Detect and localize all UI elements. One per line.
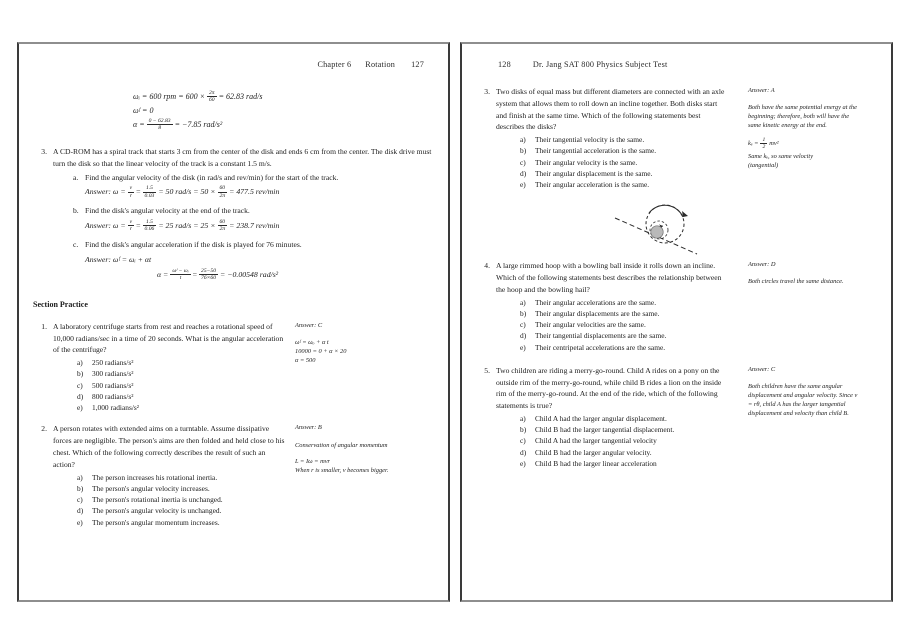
choice-list <box>53 472 285 528</box>
formula-tail: mv² <box>769 140 779 148</box>
margin-note-paragraph: Both children have the same angular displacement and angular velocity. Since v = rθ, child A has the larger tangential displacement and velocity than child B. <box>748 382 858 418</box>
choice-option[interactable] <box>53 505 285 516</box>
margin-note-line: (tangential) <box>748 161 779 169</box>
equation-3-fraction <box>147 118 173 132</box>
choice-option[interactable] <box>496 134 728 145</box>
fraction-numerator: ωᶠ − ωᵢ <box>172 267 189 274</box>
question-stem: A laboratory centrifuge starts from rest and reaches a rotational speed of 10,000 radians/sec in a time of 20 seconds. What is the angular acceleration of the centrifuge? <box>53 321 284 355</box>
answer-fraction-3 <box>218 219 228 233</box>
formula-prefix: kₑ = <box>748 140 759 148</box>
choice-option[interactable] <box>53 517 285 528</box>
margin-note-formula <box>748 137 858 151</box>
choice-text: The person's angular momentum increases. <box>92 517 220 527</box>
margin-note-line: ωᶠ = ωₒ + α t <box>295 339 329 347</box>
fraction-numerator: 1.5 <box>145 185 153 192</box>
choice-text: Their angular displacement is the same. <box>535 168 653 178</box>
margin-note-line: Same kₑ, so same velocity <box>748 152 814 160</box>
section-practice-heading: Section Practice <box>33 299 88 309</box>
choice-label: d) <box>77 506 84 516</box>
margin-note-line: α = 500 <box>295 357 316 365</box>
subpart-answer-equation <box>73 268 434 282</box>
running-head-title: Dr. Jang SAT 800 Physics Subject Test <box>532 60 668 69</box>
choice-text: Their angular acceleration is the same. <box>535 180 650 190</box>
subpart-label: b. <box>73 206 79 216</box>
question-subparts <box>53 172 434 282</box>
subpart-text: Find the disk's angular acceleration if the disk is played for 76 minutes. <box>85 239 302 249</box>
choice-option[interactable] <box>496 297 728 308</box>
fraction-denominator: 2π <box>219 226 226 233</box>
choice-label: a) <box>520 297 526 307</box>
margin-note <box>748 86 858 170</box>
question-number: 4. <box>484 261 490 271</box>
margin-note <box>295 423 405 474</box>
choice-text: The person's angular velocity increases. <box>92 483 210 493</box>
running-head-right <box>476 58 877 72</box>
choice-text: Their tangential displacements are the same. <box>535 331 667 341</box>
choice-label: d) <box>520 447 527 457</box>
question-block <box>476 260 877 353</box>
equation-1-lhs: ωᵢ = 600 rpm = 600 × <box>133 92 205 101</box>
choice-text: 300 radians/s² <box>92 369 134 379</box>
fraction-numerator: 1 <box>762 136 766 143</box>
answer-tail: = 477.5 rev/min <box>229 187 280 197</box>
choice-text: The person increases his rotational inertia. <box>92 472 218 482</box>
margin-note <box>295 321 405 365</box>
question-stem: Two children are riding a merry-go-round. Child A rides on a pony on the outside rim of the merry-go-round, while child B rides a lion on the inside rim of the merry-go-round. At the end of the ride, which of the following statements is true? <box>496 365 722 411</box>
subpart-text: Find the angular velocity of the disk (in rad/s and rev/min) for the start of the track. <box>85 172 339 182</box>
choice-text: Child B had the larger angular velocity. <box>535 447 652 457</box>
fraction-numerator: 60 <box>219 185 226 192</box>
choice-option[interactable] <box>53 357 285 368</box>
answer-mid-2: = 50 rad/s = 50 × <box>158 187 216 197</box>
equation-1-fraction <box>207 90 217 104</box>
fraction-denominator: 0.03 <box>144 192 155 199</box>
choice-text: 800 radians/s² <box>92 391 134 401</box>
choice-option[interactable] <box>496 424 728 435</box>
subpart-answer <box>73 219 434 233</box>
equation-3-numerator: 0 − 62.83 <box>148 117 171 124</box>
practice-question-block <box>33 423 434 527</box>
choice-option[interactable] <box>496 145 728 156</box>
question-number: 2. <box>41 424 47 434</box>
answer-fraction-3 <box>218 185 228 199</box>
choice-text: Their centripetal accelerations are the same. <box>535 342 666 352</box>
choice-option[interactable] <box>496 413 728 424</box>
choice-text: Child A had the larger angular displacement. <box>535 413 667 423</box>
choice-label: b) <box>77 369 84 379</box>
subpart-label: c. <box>73 239 79 249</box>
question-item <box>476 365 728 469</box>
choice-label: d) <box>520 331 527 341</box>
choice-option[interactable] <box>53 380 285 391</box>
fraction-numerator: 1.5 <box>145 218 153 225</box>
answer-prefix: Answer: ω = <box>85 187 126 197</box>
question-subpart <box>53 239 434 282</box>
choice-list <box>496 297 728 353</box>
choice-option[interactable] <box>496 308 728 319</box>
subpart-answer <box>73 253 434 266</box>
equation-2-lhs: ωᶠ = 0 <box>133 106 154 115</box>
choice-label: a) <box>520 413 526 423</box>
fraction-denominator: 0.06 <box>144 226 155 233</box>
choice-label: c) <box>77 495 83 505</box>
rotation-arc <box>649 206 683 218</box>
running-head-chapter: Chapter 6 <box>317 60 352 69</box>
margin-note <box>748 260 858 293</box>
choice-text: 250 radians/s² <box>92 358 134 368</box>
choice-text: Their angular displacements are the same. <box>535 308 660 318</box>
answer-fraction-1 <box>128 185 134 199</box>
choice-option[interactable] <box>496 458 728 469</box>
choice-text: Their angular accelerations are the same. <box>535 297 657 307</box>
choice-text: Child B had the larger tangential displacement. <box>535 425 675 435</box>
bowling-ball <box>650 226 662 238</box>
choice-text: The person's angular velocity is unchanged. <box>92 506 222 516</box>
question-item <box>33 423 285 527</box>
question-stem: A large rimmed hoop with a bowling ball inside it rolls down an incline. Which of the following statements best describes the relationship between the hoop and the bowling hail? <box>496 261 722 294</box>
equation-line-2 <box>133 104 434 118</box>
fraction-denominator: r <box>128 192 134 199</box>
question-number: 5. <box>484 365 490 375</box>
choice-label: a) <box>77 358 83 368</box>
margin-note-paragraph: Both have the same potential energy at the beginning; therefore, both will have the same kinetic energy at the end. <box>748 104 857 130</box>
fraction-denominator: 2 <box>762 144 766 151</box>
running-head-title: Rotation <box>365 60 396 69</box>
answer-fraction-1 <box>128 219 134 233</box>
choice-option[interactable] <box>496 447 728 458</box>
fraction-numerator: 25−50 <box>201 267 217 274</box>
margin-note-answer: Answer: D <box>748 261 776 269</box>
formula-fraction <box>760 137 767 151</box>
fraction-denominator: r <box>128 225 134 232</box>
question-item <box>476 260 728 353</box>
choice-label: c) <box>520 157 526 167</box>
question-number: 1. <box>41 321 47 331</box>
answer-fraction-2 <box>143 185 157 199</box>
choice-text: Their tangential acceleration is the same. <box>535 146 657 156</box>
fraction-numerator: v <box>129 185 133 192</box>
choice-option[interactable] <box>53 402 285 413</box>
choice-label: a) <box>520 135 526 145</box>
choice-option[interactable] <box>496 319 728 330</box>
choice-option[interactable] <box>496 435 728 446</box>
alpha-fraction-2 <box>199 268 218 282</box>
choice-text: Child A had the larger tangential velocity <box>535 436 657 446</box>
question-item <box>476 86 728 190</box>
fraction-denominator: 2π <box>219 192 226 199</box>
question-number: 3. <box>484 87 490 96</box>
answer-prefix: Answer: ωᶠ = ωᵢ + αt <box>85 254 152 264</box>
question-subpart <box>53 205 434 233</box>
page-left <box>17 42 450 602</box>
question-stem: A CD-ROM has a spiral track that starts 3 cm from the center of the disk and ends 6 cm from the center. The disk drive must turn the disk so that the linear velocity of the track is a constant 1.5 m/s. <box>53 147 432 168</box>
question-stem: A person rotates with extended aims on a turntable. Assume dissipative forces are negligible. The person's aims are then folded and held close to his chest. Which of the following correctly describes the result of such an action? <box>53 424 285 469</box>
rotation-arrowhead <box>682 211 688 217</box>
choice-label: e) <box>77 517 83 527</box>
margin-note-paragraph: Both circles travel the same distance. <box>748 278 844 286</box>
alpha-prefix: α = <box>157 269 169 279</box>
alpha-mid: = <box>192 269 198 279</box>
equation-3-denominator: 8 <box>147 124 173 131</box>
choice-text: 500 radians/s² <box>92 380 134 390</box>
choice-text: Their angular velocities are the same. <box>535 320 646 330</box>
choice-option[interactable] <box>496 168 728 179</box>
fraction-numerator: 60 <box>219 218 226 225</box>
choice-text: Their angular velocity is the same. <box>535 157 638 167</box>
margin-note-line: 10000 = 0 + α × 20 <box>295 348 347 356</box>
subpart-label: a. <box>73 172 79 182</box>
answer-mid-2: = 25 rad/s = 25 × <box>158 221 216 231</box>
choice-label: b) <box>520 146 527 156</box>
choice-list <box>496 413 728 469</box>
choice-option[interactable] <box>496 179 728 190</box>
choice-label: e) <box>77 403 83 413</box>
answer-mid-1: = <box>136 187 141 197</box>
choice-label: d) <box>520 168 527 178</box>
alpha-tail: = −0.00548 rad/s² <box>220 269 279 279</box>
question-number: 3. <box>41 147 47 156</box>
choice-label: a) <box>77 472 83 482</box>
equation-3-rhs: = −7.85 rad/s² <box>174 120 223 129</box>
choice-label: b) <box>77 483 84 493</box>
equation-1-denominator: 60 <box>207 96 217 103</box>
question-block <box>476 86 877 190</box>
choice-label: c) <box>520 320 526 330</box>
choice-label: e) <box>520 458 526 468</box>
choice-text: The person's rotational inertia is unchanged. <box>92 495 223 505</box>
choice-option[interactable] <box>53 368 285 379</box>
choice-text: Child B had the larger linear acceleration <box>535 458 657 468</box>
equation-3-lhs: α = <box>133 120 145 129</box>
answer-tail: = 238.7 rev/min <box>229 221 280 231</box>
choice-option[interactable] <box>53 391 285 402</box>
practice-question-block <box>33 321 434 414</box>
margin-note-paragraph: Conservation of angular momentum <box>295 441 388 449</box>
choice-option[interactable] <box>53 483 285 494</box>
running-head-left <box>33 58 434 72</box>
choice-option[interactable] <box>496 342 728 353</box>
hoop-with-ball-on-incline-diagram <box>476 196 877 258</box>
running-head-page-number: 128 <box>498 60 511 69</box>
subpart-text: Find the disk's angular velocity at the end of the track. <box>85 206 250 216</box>
margin-note-line: When r is smaller, v becomes bigger. <box>295 466 389 474</box>
choice-option[interactable] <box>53 494 285 505</box>
margin-note-answer: Answer: A <box>748 87 775 94</box>
page-right <box>460 42 893 602</box>
choice-label: c) <box>77 380 83 390</box>
question-block <box>476 365 877 469</box>
choice-label: b) <box>520 425 527 435</box>
margin-note-answer: Answer: C <box>295 321 323 329</box>
margin-note <box>748 365 858 425</box>
choice-label: e) <box>520 180 526 190</box>
choice-option[interactable] <box>496 330 728 341</box>
equation-line-3 <box>133 118 434 132</box>
question-subpart <box>53 172 434 200</box>
choice-option[interactable] <box>496 157 728 168</box>
answer-fraction-2 <box>143 219 157 233</box>
equation-line-1 <box>133 90 434 104</box>
fraction-numerator: v <box>129 218 133 225</box>
choice-text: 1,000 radians/s² <box>92 403 139 413</box>
choice-option[interactable] <box>53 472 285 483</box>
answer-mid-1: = <box>136 221 141 231</box>
top-equation-block <box>33 90 434 132</box>
running-head-page-number: 127 <box>411 60 424 69</box>
margin-note-answer: Answer: C <box>748 365 776 373</box>
question-item <box>33 146 434 282</box>
choice-label: e) <box>520 342 526 352</box>
fraction-denominator: t <box>170 274 190 281</box>
choice-label: b) <box>520 308 527 318</box>
subpart-answer <box>73 185 434 199</box>
choice-label: d) <box>77 391 84 401</box>
fraction-denominator: 76×60 <box>201 275 217 282</box>
equation-1-rhs: = 62.83 rad/s <box>218 92 263 101</box>
choice-label: c) <box>520 436 526 446</box>
margin-note-line: L = Iω = mvr <box>295 457 331 465</box>
equation-1-numerator: 2π <box>209 89 215 96</box>
choice-list <box>496 134 728 190</box>
answer-prefix: Answer: ω = <box>85 221 126 231</box>
question-stem: Two disks of equal mass but different diameters are connected with an axle system that allows them to roll down an incline together. Both disks start and finish at the same time. Which of the following statements best describes the disks? <box>496 87 725 132</box>
margin-note-answer: Answer: B <box>295 424 322 432</box>
question-item <box>33 321 285 414</box>
alpha-fraction-1 <box>170 268 190 282</box>
choice-text: Their tangential velocity is the same. <box>535 135 645 145</box>
choice-list <box>53 357 285 413</box>
